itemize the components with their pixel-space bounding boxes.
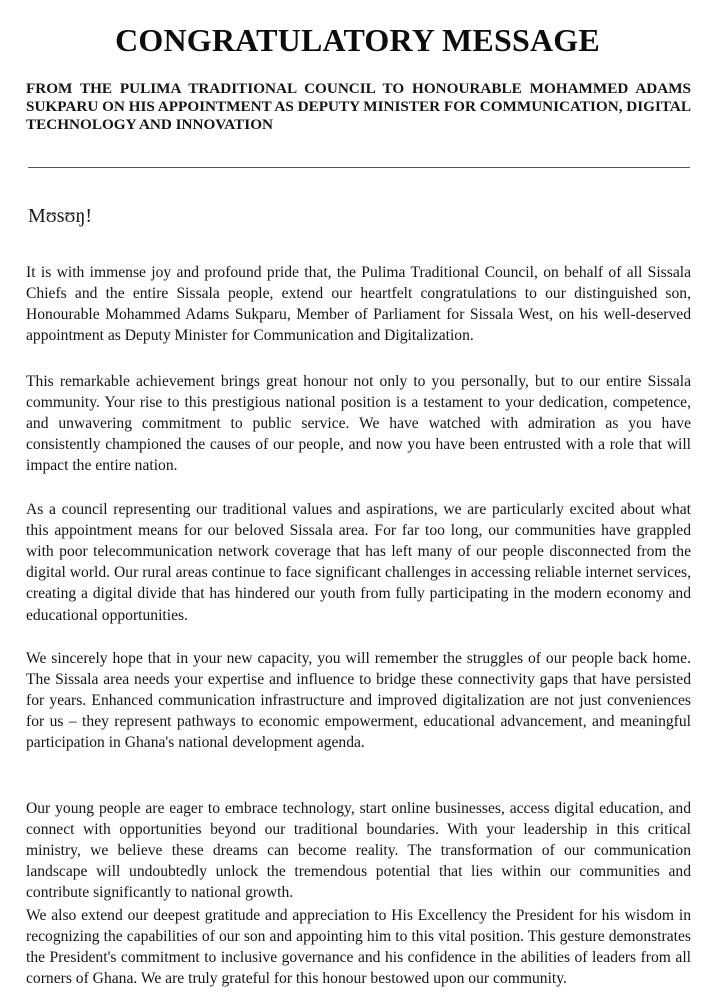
greeting: Mʊsʊŋ! xyxy=(28,205,93,227)
document-subtitle: FROM THE PULIMA TRADITIONAL COUNCIL TO HONOURABLE MOHAMMED ADAMS SUKPARU ON HIS APPOINTMENT AS DEPUTY MINISTER FOR COMMUNICATION, DIGITAL TECHNOLOGY AND INNOVATION xyxy=(26,80,691,133)
paragraph-council-aspirations: As a council representing our traditional values and aspirations, we are particularly excited about what this appointment means for our beloved Sissala area. For far too long, our communities have grappled with poor telecommunication network coverage that has left many of our people disconnected from the digital world. Our rural areas continue to face significant challenges in accessing reliable internet services, creating a digital divide that has hindered our youth from fully participating in the modern economy and educational opportunities. xyxy=(26,500,691,624)
divider-line xyxy=(28,167,690,168)
paragraph-hopes: We sincerely hope that in your new capacity, you will remember the struggles of our people back home. The Sissala area needs your expertise and influence to bridge these connectivity gaps that have persisted for years. Enhanced communication infrastructure and improved digitalization are not just conveniences for us – they represent pathways to economic empowerment, educational advancement, and meaningful participation in Ghana's national development agenda. xyxy=(26,649,691,752)
paragraph-gratitude-president: We also extend our deepest gratitude and appreciation to His Excellency the President for his wisdom in recognizing the capabilities of our son and appointing him to this vital position. This gesture demonstrates the President's commitment to inclusive governance and his confidence in the abilities of leaders from all corners of Ghana. We are truly grateful for this honour bestowed upon our community. xyxy=(26,906,691,988)
paragraph-achievement: This remarkable achievement brings great honour not only to you personally, but to our entire Sissala community. Your rise to this prestigious national position is a testament to your dedication, competence, and unwavering commitment to public service. We have watched with admiration as you have consistently championed the causes of our people, and now you have been entrusted with a role that will impact the entire nation. xyxy=(26,372,691,475)
paragraph-young-people: Our young people are eager to embrace technology, start online businesses, access digital education, and connect with opportunities beyond our traditional boundaries. With your leadership in this critical ministry, we believe these dreams can become reality. The transformation of our communication landscape will undoubtedly unlock the tremendous potential that lies within our communities and contribute significantly to national growth. xyxy=(26,799,691,902)
document-title: CONGRATULATORY MESSAGE xyxy=(115,22,600,58)
paragraph-congratulations: It is with immense joy and profound pride that, the Pulima Traditional Council, on behalf of all Sissala Chiefs and the entire Sissala people, extend our heartfelt congratulations to our distinguished son, Honourable Mohammed Adams Sukparu, Member of Parliament for Sissala West, on his well-deserved appointment as Deputy Minister for Communication and Digitalization. xyxy=(26,263,691,345)
